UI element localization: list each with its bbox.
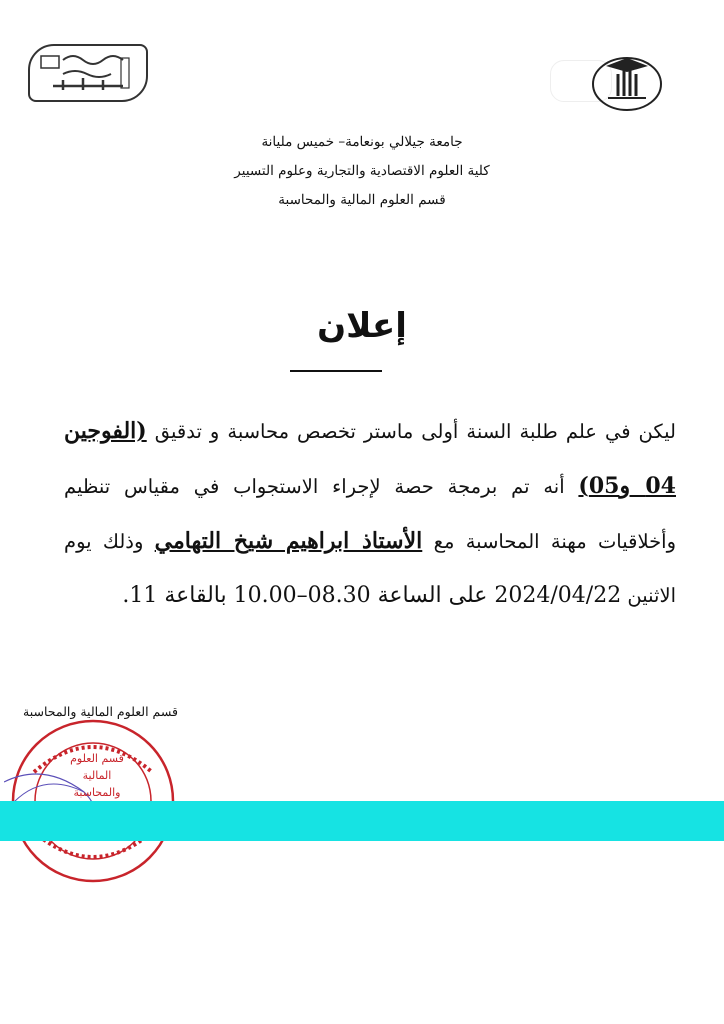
scan-color-band	[0, 801, 724, 841]
body-day: وذلك يوم الاثنين	[64, 530, 676, 607]
institution-header	[0, 128, 724, 215]
university-logo	[28, 44, 148, 102]
announcement-title: إعلان	[317, 306, 407, 346]
department-name: قسم العلوم المالية والمحاسبة	[278, 192, 446, 208]
announcement-body	[64, 404, 676, 623]
body-intro: ليكن في علم طلبة السنة أولى ماستر تخصص محاسبة و تدقيق	[146, 420, 676, 443]
faculty-name: كلية العلوم الاقتصادية والتجارية وعلوم التسيير	[234, 163, 490, 179]
stamp-line-2: المالية	[82, 769, 112, 782]
stamp-line-3: والمحاسبة	[73, 786, 121, 799]
stamp-line-1: قسم العلوم	[70, 752, 124, 765]
faculty-logo	[588, 52, 666, 112]
date-time-room: 2024/04/22 على الساعة 08.30–10.00 بالقاعة 11.	[122, 583, 622, 608]
groups-highlight: (الفوجين 04 و05)	[64, 418, 676, 499]
university-name: جامعة جيلالي بونعامة– خميس مليانة	[261, 134, 463, 150]
professor-name: الأستاذ ابراهيم شيخ التهامي	[154, 528, 423, 554]
stamp-text	[62, 750, 132, 801]
title-underline	[290, 370, 382, 372]
department-signature: قسم العلوم المالية والمحاسبة	[23, 704, 178, 719]
body-middle: أنه تم برمجة حصة لإجراء الاستجواب في مقياس تنظيم وأخلاقيات مهنة المحاسبة مع	[64, 475, 676, 553]
